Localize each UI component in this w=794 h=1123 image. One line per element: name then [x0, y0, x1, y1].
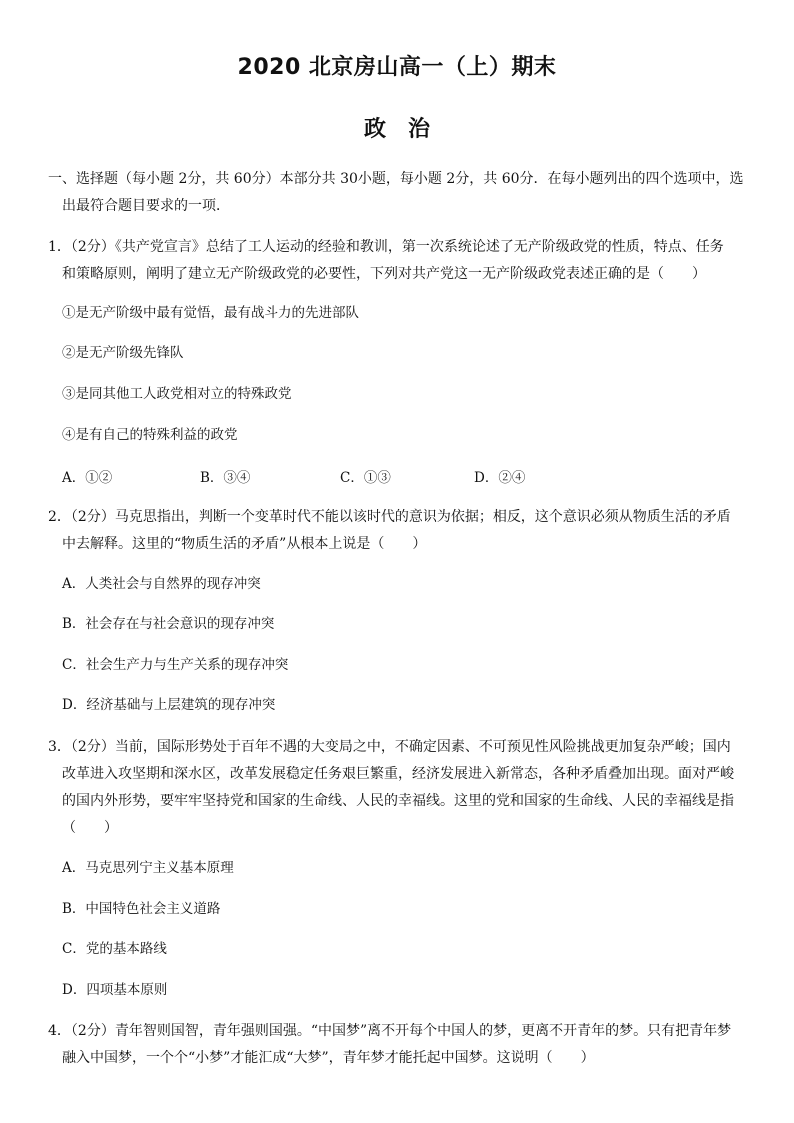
- subject-title: 政 治: [363, 117, 430, 142]
- question-1-item-4: ④是有自己的特殊利益的政党: [62, 427, 238, 443]
- question-4-stem: [48, 1018, 748, 1072]
- question-2-stem-line-2: 中去解释。这里的“物质生活的矛盾”从根本上说是（ ）: [62, 536, 427, 552]
- question-1-stem-line-2: 和策略原则，阐明了建立无产阶级政党的必要性，下列对共产党这一无产阶级政党表述正确的是（ ）: [62, 266, 706, 282]
- question-1-item-2: ②是无产阶级先锋队: [62, 345, 184, 361]
- question-1-stem: [48, 234, 748, 288]
- question-3-option-c[interactable]: C．党的基本路线: [62, 941, 167, 957]
- question-1-option-c[interactable]: C．①③: [340, 470, 391, 486]
- question-2-option-b[interactable]: B．社会存在与社会意识的现存冲突: [62, 616, 275, 632]
- page-title: 2020 北京房山高一（上）期末: [237, 55, 557, 80]
- question-1-item-3: ③是同其他工人政党相对立的特殊政党: [62, 386, 292, 402]
- question-1-options: [62, 466, 662, 486]
- question-3-stem-line-3: 的国内外形势，要牢牢坚持党和国家的生命线、人民的幸福线。这里的党和国家的生命线、人民的幸福线是指: [62, 793, 734, 809]
- question-2-option-d[interactable]: D．经济基础与上层建筑的现存冲突: [62, 697, 276, 713]
- section-instructions-line-2: 出最符合题目要求的一项．: [62, 198, 230, 214]
- section-instructions-line-1: 一、选择题（每小题 2分，共 60分）本部分共 30小题，每小题 2分，共 60分．在每小题列出的四个选项中，选: [48, 171, 744, 187]
- question-1-option-a[interactable]: A．①②: [62, 470, 113, 486]
- question-2-stem-line-1: 2．（2分）马克思指出，判断一个变革时代不能以该时代的意识为依据；相反，这个意识必须从物质生活的矛盾: [48, 509, 731, 525]
- question-3-option-d[interactable]: D．四项基本原则: [62, 982, 168, 998]
- question-3-stem-line-4: （ ）: [62, 820, 118, 836]
- question-4-stem-line-1: 4．（2分）青年智则国智，青年强则国强。“中国梦”离不开每个中国人的梦，更离不开青年的梦。只有把青年梦: [48, 1023, 732, 1039]
- question-1-option-d[interactable]: D．②④: [474, 470, 526, 486]
- question-4-stem-line-2: 融入中国梦，一个个“小梦”才能汇成“大梦”，青年梦才能托起中国梦。这说明（ ）: [62, 1050, 595, 1066]
- section-instructions: [48, 166, 748, 220]
- question-3-stem-line-2: 改革进入攻坚期和深水区，改革发展稳定任务艰巨繁重，经济发展进入新常态，各种矛盾叠加出现。面对严峻: [62, 766, 734, 782]
- question-1-option-b[interactable]: B．③④: [200, 470, 251, 486]
- question-3-option-b[interactable]: B．中国特色社会主义道路: [62, 901, 221, 917]
- question-2-option-a[interactable]: A．人类社会与自然界的现存冲突: [62, 576, 261, 592]
- question-3-stem-line-1: 3．（2分）当前，国际形势处于百年不遇的大变局之中，不确定因素、不可预见性风险挑战更加复杂严峻；国内: [48, 739, 731, 755]
- question-3-stem: [48, 734, 748, 842]
- question-1-stem-line-1: 1．（2分）《共产党宣言》总结了工人运动的经验和教训，第一次系统论述了无产阶级政党的性质，特点、任务: [48, 239, 724, 255]
- question-1-item-1: ①是无产阶级中最有觉悟，最有战斗力的先进部队: [62, 305, 359, 321]
- question-3-option-a[interactable]: A．马克思列宁主义基本原理: [62, 860, 234, 876]
- question-2-option-c[interactable]: C．社会生产力与生产关系的现存冲突: [62, 657, 289, 673]
- question-2-stem: [48, 504, 748, 558]
